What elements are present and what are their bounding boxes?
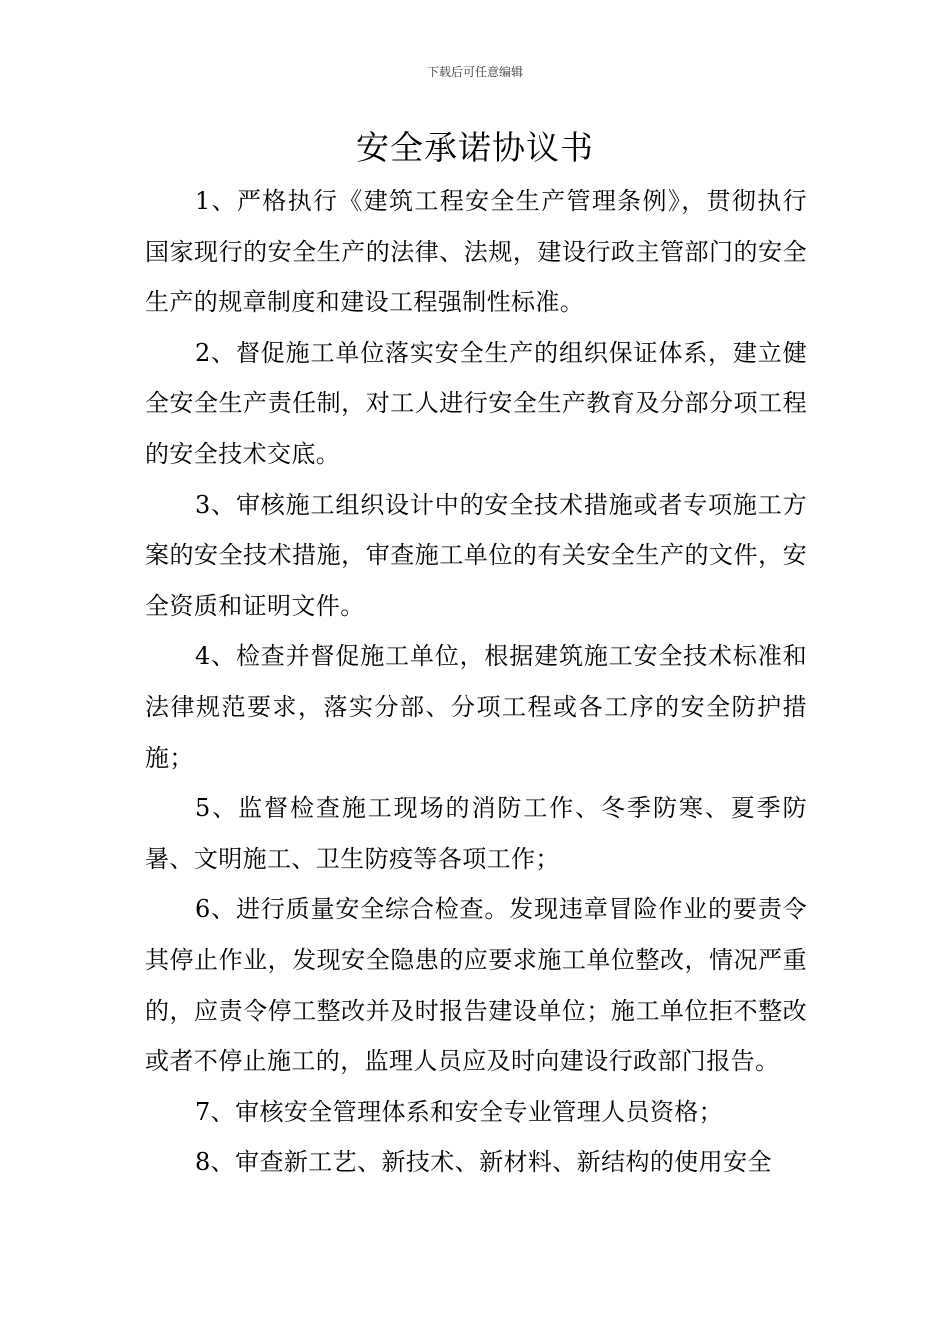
header-note: 下载后可任意编辑 [426,65,523,79]
clause-2: 2、督促施工单位落实安全生产的组织保证体系，建立健全安全生产责任制，对工人进行安全生产教育及分部分项工程的安全技术交底。 [145,338,807,468]
clause-7: 7、审核安全管理体系和安全专业管理人员资格； [195,1097,724,1126]
clause-4: 4、检查并督促施工单位，根据建筑施工安全技术标准和法律规范要求，落实分部、分项工程或各工序的安全防护措施； [145,642,807,772]
clause-6: 6、进行质量安全综合检查。发现违章冒险作业的要责令其停止作业，发现安全隐患的应要求施工单位整改，情况严重的，应责令停工整改并及时报告建设单位；施工单位拒不整改或者不停止施工的，监理人员应及时向建设行政部门报告。 [145,895,807,1076]
document-title: 安全承诺协议书 [356,128,594,167]
clause-3: 3、审核施工组织设计中的安全技术措施或者专项施工方案的安全技术措施，审查施工单位的有关安全生产的文件，安全资质和证明文件。 [145,490,807,620]
clause-1: 1、严格执行《建筑工程安全生产管理条例》，贯彻执行国家现行的安全生产的法律、法规，建设行政主管部门的安全生产的规章制度和建设工程强制性标准。 [145,187,807,317]
document-body [145,176,807,1188]
clause-5: 5、监督检查施工现场的消防工作、冬季防寒、夏季防暑、文明施工、卫生防疫等各项工作； [145,794,807,873]
clause-8: 8、审查新工艺、新技术、新材料、新结构的使用安全 [195,1148,772,1177]
